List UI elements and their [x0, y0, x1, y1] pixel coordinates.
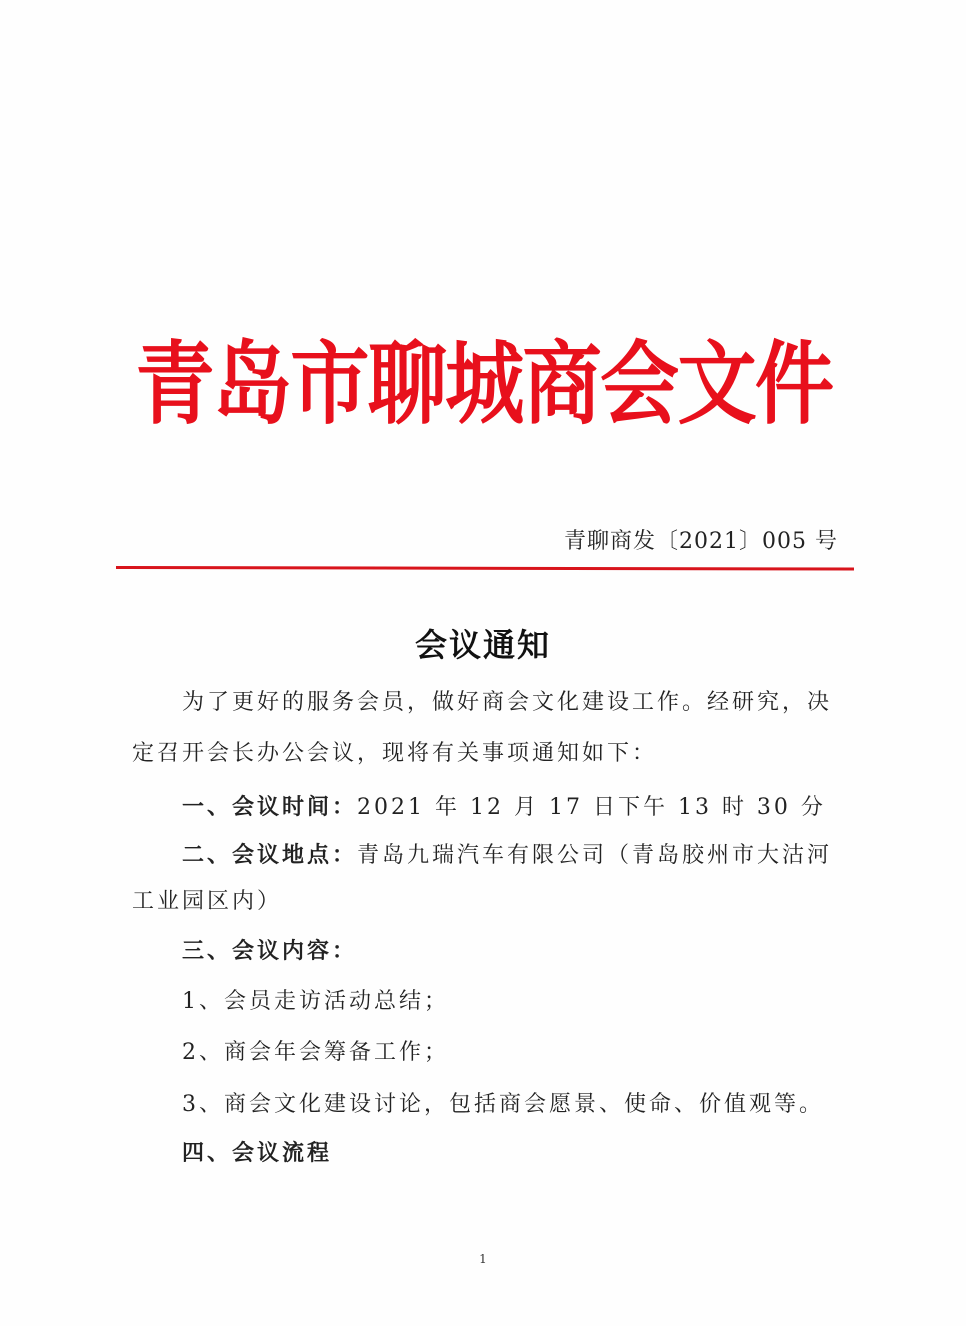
- page-number: 1: [479, 1252, 487, 1266]
- red-divider-line: [116, 566, 854, 571]
- content-item-2: 2、商会年会筹备工作；: [182, 1040, 449, 1065]
- meeting-place-value-cont: 工业园区内）: [132, 889, 283, 914]
- meeting-place-label: 二、会议地点：: [182, 843, 358, 868]
- meeting-time-value: 2021 年 12 月 17 日下午 13 时 30 分: [357, 795, 826, 820]
- meeting-place-row: [182, 838, 832, 869]
- document-number: 青聊商发〔2021〕005 号: [564, 529, 838, 554]
- meeting-content-label: 三、会议内容：: [182, 939, 358, 964]
- meeting-place-value: 青岛九瑞汽车有限公司（青岛胶州市大沽河: [357, 843, 833, 868]
- content-item-1: 1、会员走访活动总结；: [182, 989, 449, 1014]
- notice-title: 会议通知: [414, 626, 551, 664]
- document-masthead: 青岛市聊城商会文件: [135, 332, 833, 437]
- intro-line-1: 为了更好的服务会员，做好商会文化建设工作。经研究，决: [182, 690, 833, 715]
- meeting-time-row: [182, 790, 826, 821]
- meeting-process-label: 四、会议流程: [182, 1141, 333, 1166]
- intro-line-2: 定召开会长办公会议，现将有关事项通知如下：: [132, 741, 658, 766]
- meeting-time-label: 一、会议时间：: [182, 795, 358, 820]
- content-item-3: 3、商会文化建设讨论，包括商会愿景、使命、价值观等。: [182, 1092, 824, 1117]
